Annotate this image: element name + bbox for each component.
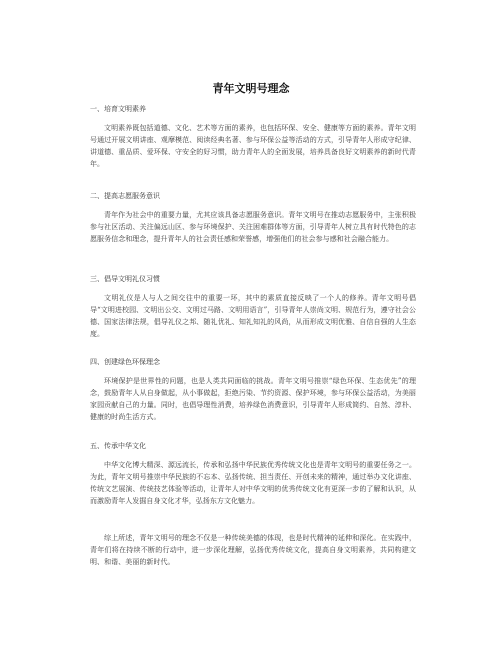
section-heading: 二、提高志愿服务意识	[90, 192, 160, 200]
section-2	[90, 191, 416, 245]
section-5	[90, 441, 416, 507]
section-heading: 三、倡导文明礼仪习惯	[90, 275, 160, 283]
section-paragraph: 文明礼仪是人与人之间交往中的重要一环，其中的素质直接反映了一个人的修养。青年文明号倡导“文明进校园、文明出公交、文明过马路、文明用语言”，引导青年人崇尚文明、规范行为，遵守社会公德、国家法律法规，倡导礼仪之邦、随礼优礼、知礼知礼的风尚，从而形成文明优雅、自信自强的人生态度。	[90, 294, 416, 338]
section-heading: 一、培育文明素养	[90, 105, 146, 113]
section-paragraph: 文明素养既包括道德、文化、艺术等方面的素养，也包括环保、安全、健康等方面的素养。青年文明号通过开展文明讲座、观摩模范、阅读经典名著、参与环保公益等活动的方式，引导青年人形成守纪律、讲道德、重品质、爱环保、守安全的好习惯，助力青年人的全面发展，培养具备良好文明素养的新时代青年。	[90, 124, 416, 168]
section-paragraph: 中华文化博大精深、源远流长，传承和弘扬中华民族优秀传统文化也是青年文明号的重要任务之一。为此，青年文明号推崇中华民族的不忘本、弘扬传统、担当责任、开创未来的精神，通过举办文化讲座、传统文艺展演、传统技艺体验等活动，让青年人对中华文明的优秀传统文化有更深一步的了解和认识，从而激励青年人发掘自身文化才华，弘扬东方文化魅力。	[90, 461, 416, 505]
section-1	[90, 104, 416, 170]
section-3	[90, 274, 416, 340]
conclusion-section	[90, 532, 416, 568]
section-4	[90, 357, 416, 423]
document-title: 青年文明号理念	[212, 82, 290, 95]
section-paragraph: 环境保护是世界性的问题，也是人类共同面临的挑战。青年文明号推崇“绿色环保、生态优先”的理念，鼓励青年人从自身做起，从小事做起，拒绝污染、节约资源、保护环境，参与环保公益活动，为美丽家园贡献自己的力量。同时，也倡导理性消费，培养绿色消费意识，引导青年人形成简约、自然、淳朴、健康的时尚生活方式。	[90, 377, 416, 421]
conclusion-paragraph: 综上所述，青年文明号的理念不仅是一种传统美德的体现，也是时代精神的延伸和深化。在实践中，青年们将在持续不断的行动中，进一步深化理解，弘扬优秀传统文化，提高自身文明素养，共同构建文明、和谐、美丽的新时代。	[90, 534, 416, 566]
section-paragraph: 青年作为社会中的重要力量，尤其应该具备志愿服务意识。青年文明号在推动志愿服务中，主张积极参与社区活动、关注偏远山区、参与环境保护、关注困难群体等方面，引导青年人树立具有时代特色的志愿服务信念和理念，提升青年人的社会责任感和荣誉感，增强他们的社会参与感和社会融合能力。	[90, 211, 416, 243]
section-heading: 四、创建绿色环保理念	[90, 358, 160, 366]
section-heading: 五、传承中华文化	[90, 442, 146, 450]
